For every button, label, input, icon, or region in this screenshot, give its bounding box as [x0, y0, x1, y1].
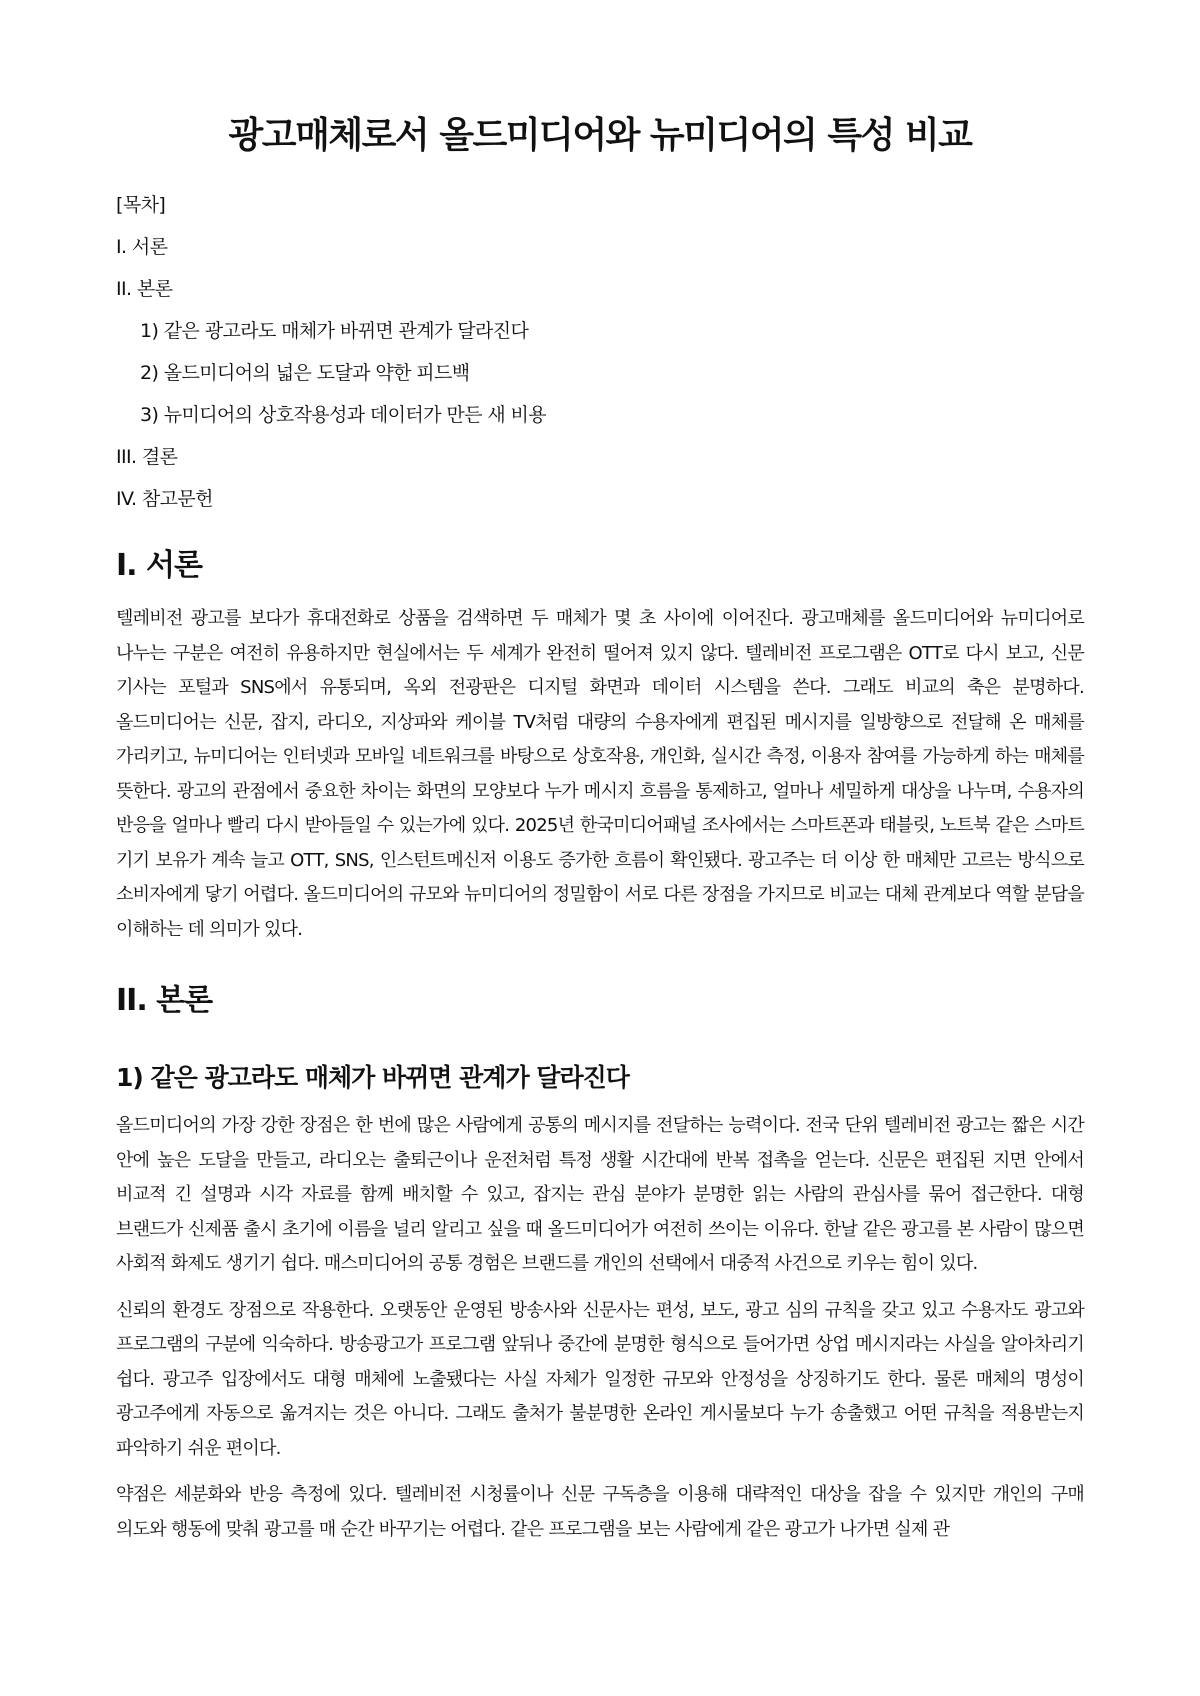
section-heading-intro: I. 서론: [116, 548, 202, 583]
toc-item-body-3: 3) 뉴미디어의 상호작용성과 데이터가 만든 새 비용: [140, 404, 547, 426]
table-of-contents: [116, 194, 1084, 510]
section-heading-body: II. 본론: [116, 983, 213, 1018]
document-title: 광고매체로서 올드미디어와 뉴미디어의 특성 비교: [228, 115, 972, 156]
body-paragraph: 신뢰의 환경도 장점으로 작용한다. 오랫동안 운영된 방송사와 신문사는 편성, 보도, 광고 심의 규칙을 갖고 있고 수용자도 광고와 프로그램의 구분에 익숙하다. 방송광고가 프로그램 앞뒤나 중간에 분명한 형식으로 들어가면 상업 메시지라는 사실을 알아차리기 쉽다. 광고주 입장에서도 대형 매체에 노출됐다는 사실 자체가 일정한 규모와 안정성을 상징하기도 한다. 물론 매체의 명성이 광고주에게 자동으로 옮겨지는 것은 아니다. 그래도 출처가 불분명한 온라인 게시물보다 누가 송출했고 어떤 규칙을 적용받는지 파악하기 쉬운 편이다.: [116, 1299, 1084, 1459]
subsection-heading-1: 1) 같은 광고라도 매체가 바뀌면 관계가 달라진다: [116, 1063, 629, 1092]
toc-item-intro: I. 서론: [116, 236, 168, 258]
toc-item-references: IV. 참고문헌: [116, 488, 213, 510]
toc-item-body-2: 2) 올드미디어의 넓은 도달과 약한 피드백: [140, 362, 470, 384]
toc-item-body: II. 본론: [116, 278, 173, 300]
toc-item-body-1: 1) 같은 광고라도 매체가 바뀌면 관계가 달라진다: [140, 320, 529, 342]
toc-item-conclusion: III. 결론: [116, 446, 178, 468]
body-paragraph: 약점은 세분화와 반응 측정에 있다. 텔레비전 시청률이나 신문 구독층을 이용해 대략적인 대상을 잡을 수 있지만 개인의 구매 의도와 행동에 맞춰 광고를 매 순간 바꾸기는 어렵다. 같은 프로그램을 보는 사람에게 같은 광고가 나가면 실제 관: [116, 1484, 1084, 1540]
intro-paragraph: 텔레비전 광고를 보다가 휴대전화로 상품을 검색하면 두 매체가 몇 초 사이에 이어진다. 광고매체를 올드미디어와 뉴미디어로 나누는 구분은 여전히 유용하지만 현실에서는 두 세계가 완전히 떨어져 있지 않다. 텔레비전 프로그램은 OTT로 다시 보고, 신문 기사는 포털과 SNS에서 유통되며, 옥외 전광판은 디지털 화면과 데이터 시스템을 쓴다. 그래도 비교의 축은 분명하다. 올드미디어는 신문, 잡지, 라디오, 지상파와 케이블 TV처럼 대량의 수용자에게 편집된 메시지를 일방향으로 전달해 온 매체를 가리키고, 뉴미디어는 인터넷과 모바일 네트워크를 바탕으로 상호작용, 개인화, 실시간 측정, 이용자 참여를 가능하게 하는 매체를 뜻한다. 광고의 관점에서 중요한 차이는 화면의 모양보다 누가 메시지 흐름을 통제하고, 얼마나 세밀하게 대상을 나누며, 수용자의 반응을 얼마나 빨리 다시 받아들일 수 있는가에 있다. 2025년 한국미디어패널 조사에서는 스마트폰과 태블릿, 노트북 같은 스마트 기기 보유가 계속 늘고 OTT, SNS, 인스턴트메신저 이용도 증가한 흐름이 확인됐다. 광고주는 더 이상 한 매체만 고르는 방식으로 소비자에게 닿기 어렵다. 올드미디어의 규모와 뉴미디어의 정밀함이 서로 다른 장점을 가지므로 비교는 대체 관계보다 역할 분담을 이해하는 데 의미가 있다.: [116, 608, 1084, 940]
toc-heading: [목차]: [116, 194, 166, 216]
body-paragraph: 올드미디어의 가장 강한 장점은 한 번에 많은 사람에게 공통의 메시지를 전달하는 능력이다. 전국 단위 텔레비전 광고는 짧은 시간 안에 높은 도달을 만들고, 라디오는 출퇴근이나 운전처럼 특정 생활 시간대에 반복 접촉을 얻는다. 신문은 편집된 지면 안에서 비교적 긴 설명과 시각 자료를 함께 배치할 수 있고, 잡지는 관심 분야가 분명한 읽는 사람의 관심사를 묶어 접근한다. 대형 브랜드가 신제품 출시 초기에 이름을 널리 알리고 싶을 때 올드미디어가 여전히 쓰이는 이유다. 한날 같은 광고를 본 사람이 많으면 사회적 화제도 생기기 쉽다. 매스미디어의 공통 경험은 브랜드를 개인의 선택에서 대중적 사건으로 키우는 힘이 있다.: [116, 1115, 1084, 1274]
